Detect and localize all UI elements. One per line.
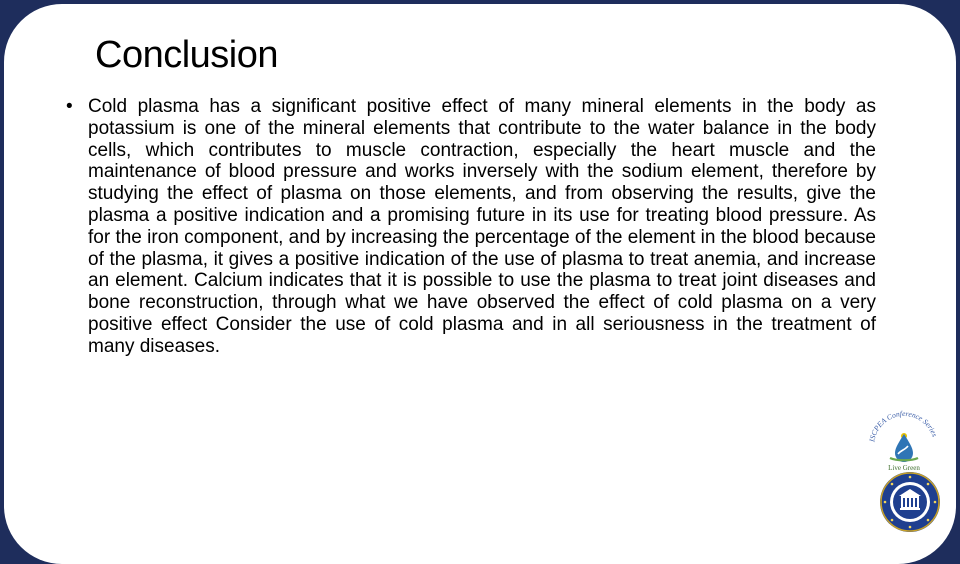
slide-title: Conclusion (95, 34, 278, 76)
bullet-icon: • (66, 96, 73, 117)
svg-text:ISCPEA Conference Series: ISCPEA Conference Series (867, 408, 940, 443)
svg-text:Live Green: Live Green (888, 464, 920, 472)
university-seal-icon (878, 470, 942, 534)
conference-logo-icon (864, 406, 944, 474)
slide-body (66, 96, 876, 358)
slide-panel (4, 4, 956, 564)
conclusion-paragraph: Cold plasma has a significant positive effect of many mineral elements in the body as potassium is one of the mineral elements that contribute to the water balance in the body cells, which contributes to muscle contraction, especially the heart muscle and the maintenance of blood pressure and works inversely with the sodium element, therefore by studying the effect of plasma on those elements, and from observing the results, give the plasma a positive indication and a promising future in its use for treating blood pressure. As for the iron component, and by increasing the percentage of the element in the blood because of the plasma, it gives a positive indication of the use of plasma to treat anemia, and increase an element. Calcium indicates that it is possible to use the plasma to treat joint diseases and bone reconstruction, through what we have observed the effect of cold plasma on a very positive effect Consider the use of cold plasma and in all seriousness in the treatment of many diseases. (88, 96, 876, 357)
